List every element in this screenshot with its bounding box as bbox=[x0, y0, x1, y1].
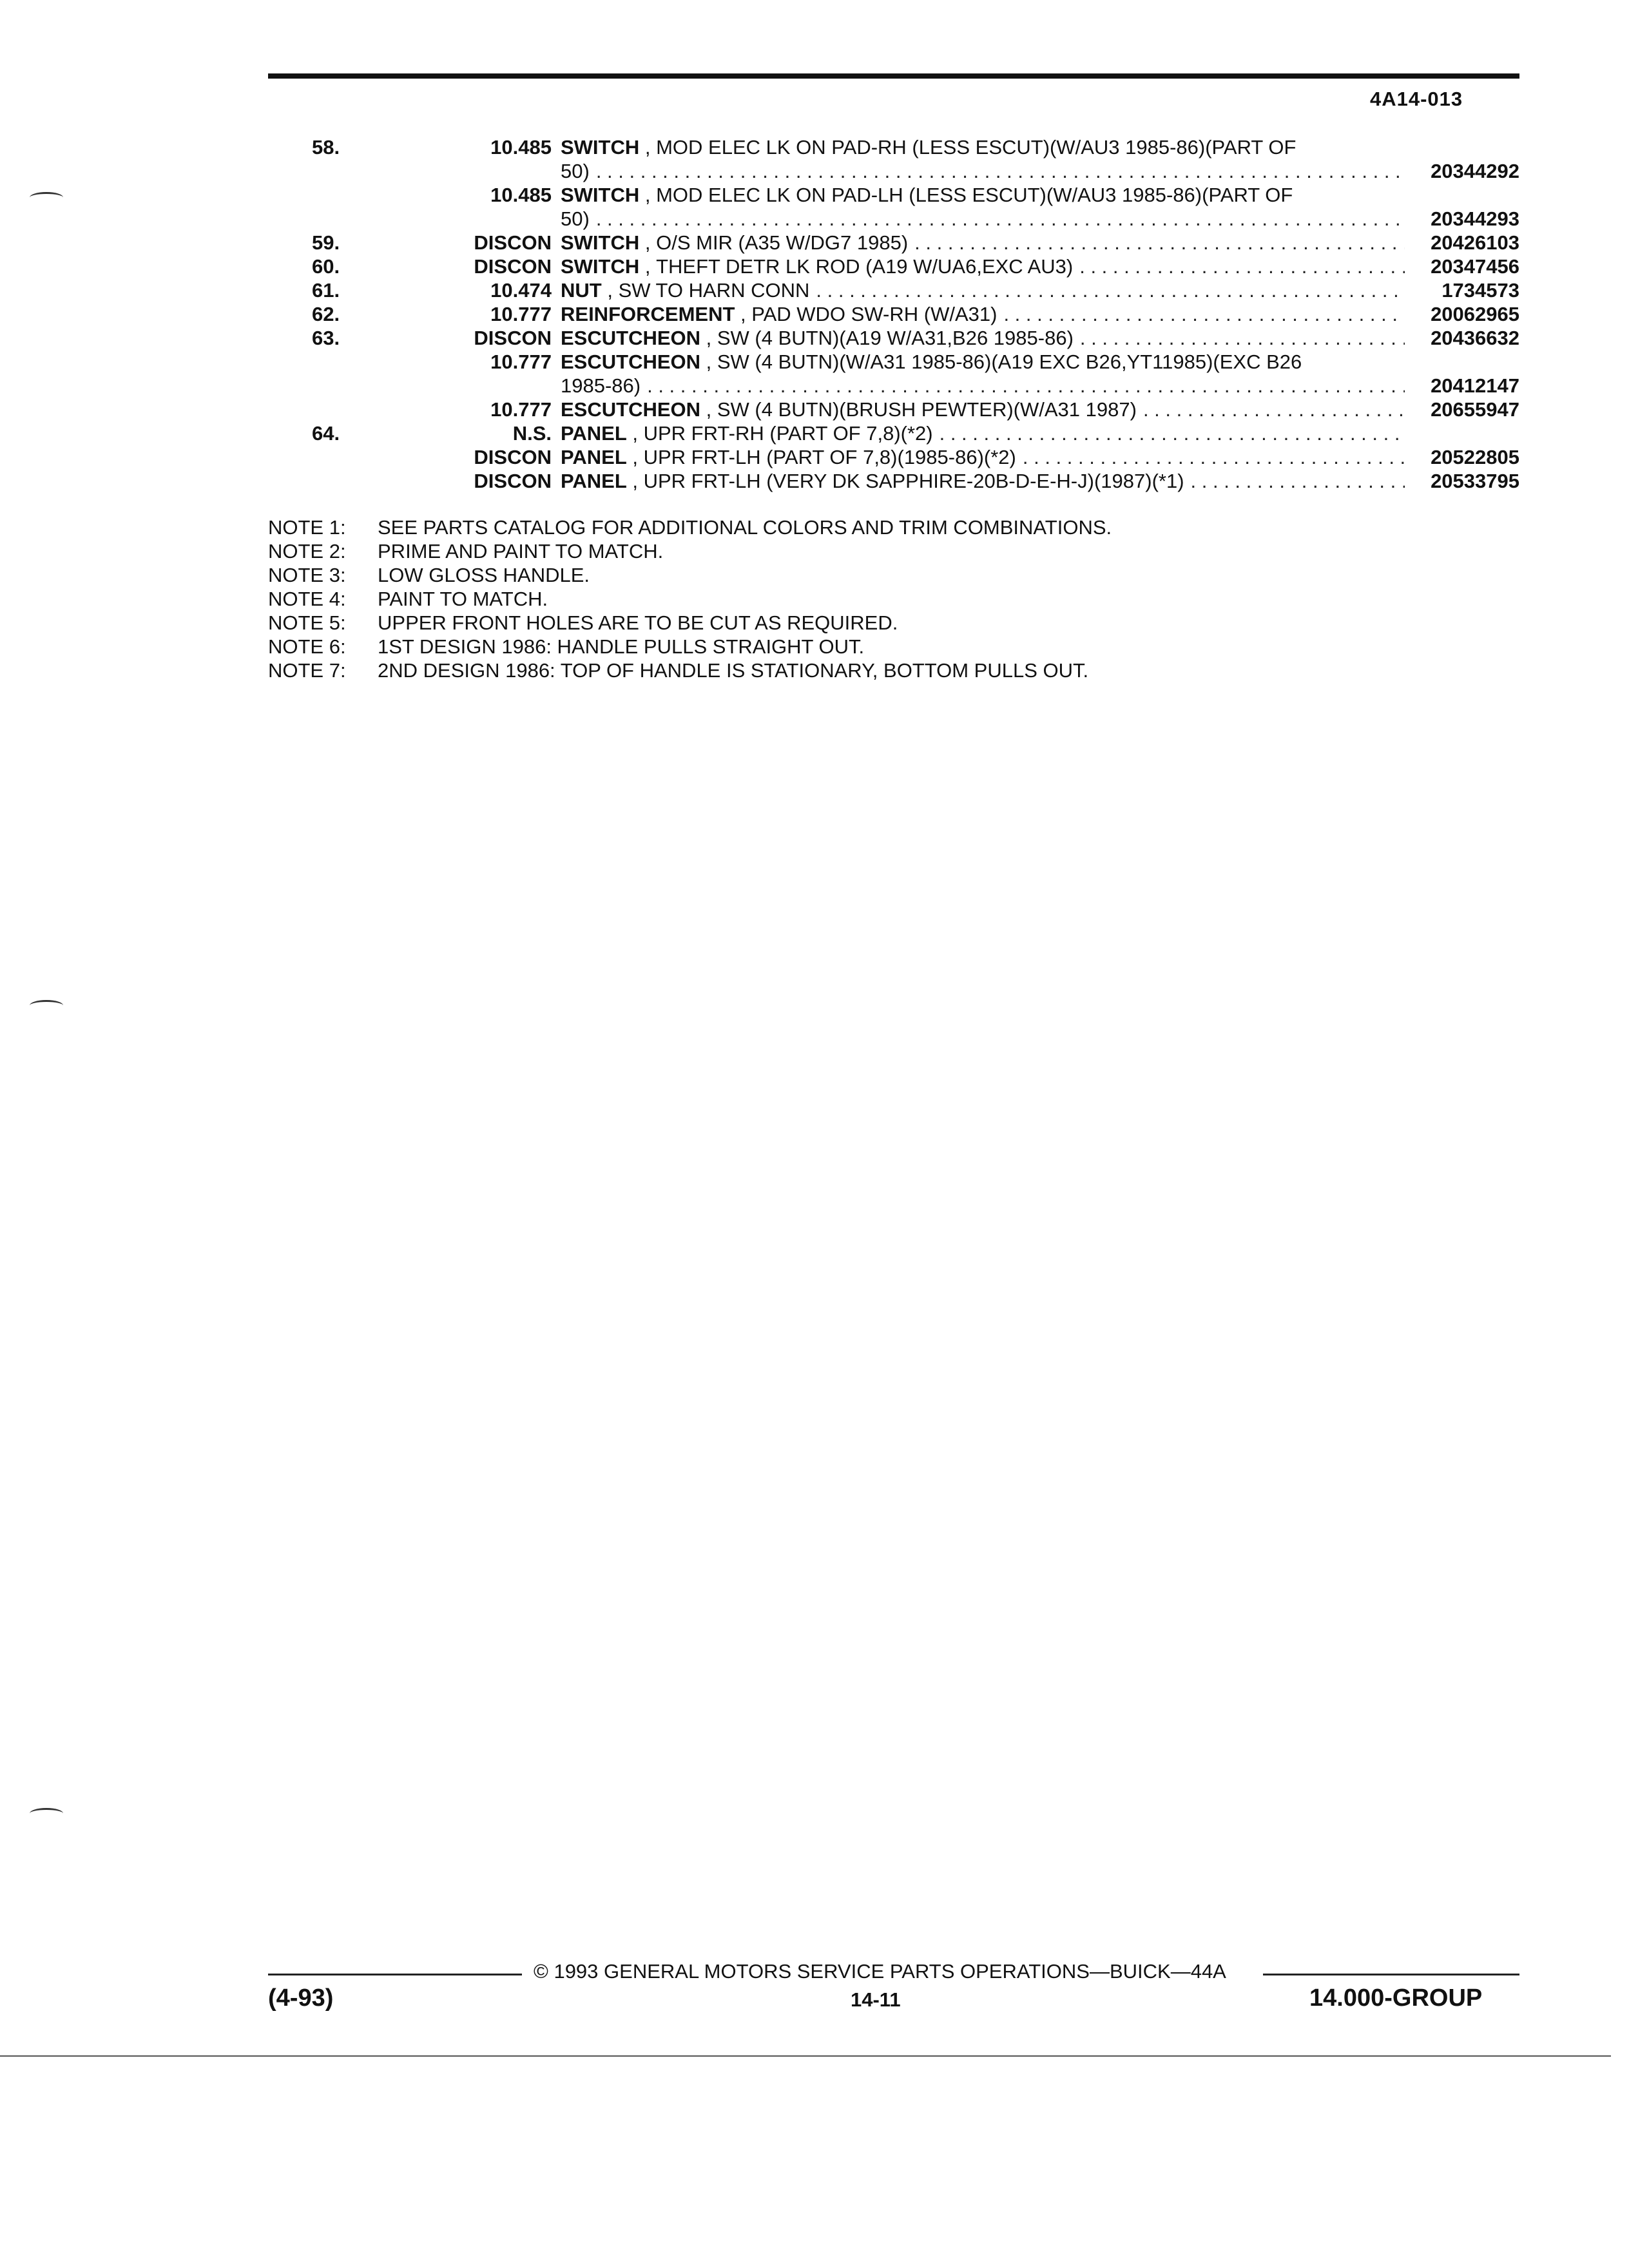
description-line bbox=[561, 445, 1519, 469]
part-description bbox=[561, 302, 1519, 326]
part-row bbox=[268, 183, 1519, 231]
description-text: UPR FRT-LH (PART OF 7,8)(1985-86)(*2) bbox=[643, 446, 1016, 468]
description-text: O/S MIR (A35 W/DG7 1985) bbox=[656, 231, 909, 254]
part-description bbox=[561, 350, 1519, 398]
part-row bbox=[268, 445, 1519, 469]
note-label: NOTE 2: bbox=[268, 540, 346, 562]
description-text: SW (4 BUTN)(A19 W/A31,B26 1985-86) bbox=[717, 327, 1074, 349]
group-code: 10.777 bbox=[490, 398, 552, 421]
note-item bbox=[268, 539, 1112, 563]
description-text: PAD WDO SW-RH (W/A31) bbox=[751, 303, 998, 325]
description-line bbox=[561, 207, 1519, 231]
description-text: SW (4 BUTN)(BRUSH PEWTER)(W/A31 1987) bbox=[717, 398, 1137, 421]
copyright-line: © 1993 GENERAL MOTORS SERVICE PARTS OPERATIONS—BUICK—44A bbox=[534, 1960, 1226, 1983]
ref-number: 59. bbox=[312, 231, 340, 254]
part-name: NUT bbox=[561, 279, 602, 302]
group-code: 10.485 bbox=[490, 184, 552, 206]
note-text: 2ND DESIGN 1986: TOP OF HANDLE IS STATIONARY, BOTTOM PULLS OUT. bbox=[378, 659, 1089, 682]
name-separator: , bbox=[639, 231, 657, 254]
revision-date: (4-93) bbox=[268, 1984, 334, 2012]
name-separator: , bbox=[626, 446, 644, 468]
dot-leader bbox=[647, 374, 1405, 398]
dot-leader bbox=[1023, 445, 1405, 469]
description-text: SW TO HARN CONN bbox=[618, 279, 810, 302]
part-name: SWITCH bbox=[561, 184, 640, 206]
description-line bbox=[561, 421, 1519, 445]
description-text: MOD ELEC LK ON PAD-RH (LESS ESCUT)(W/AU3 1985-86)(PART OF bbox=[656, 136, 1296, 159]
dot-leader bbox=[1079, 255, 1405, 278]
note-item bbox=[268, 635, 1112, 658]
dot-leader bbox=[596, 159, 1405, 183]
part-row bbox=[268, 135, 1519, 183]
page-bottom-line bbox=[0, 2055, 1611, 2057]
part-row bbox=[268, 398, 1519, 421]
part-number: 20062965 bbox=[1431, 303, 1519, 325]
note-label: NOTE 3: bbox=[268, 564, 346, 586]
description-text: 1985-86) bbox=[561, 374, 641, 397]
note-label: NOTE 7: bbox=[268, 659, 346, 682]
note-item bbox=[268, 563, 1112, 587]
part-description bbox=[561, 469, 1519, 493]
part-name: ESCUTCHEON bbox=[561, 327, 701, 349]
description-line bbox=[561, 278, 1519, 302]
note-label: NOTE 5: bbox=[268, 611, 346, 634]
description-text: UPR FRT-RH (PART OF 7,8)(*2) bbox=[643, 422, 933, 445]
note-text: SEE PARTS CATALOG FOR ADDITIONAL COLORS AND TRIM COMBINATIONS. bbox=[378, 516, 1112, 539]
binder-mark bbox=[30, 1000, 63, 1011]
ref-number: 62. bbox=[312, 303, 340, 325]
part-number: 20533795 bbox=[1431, 470, 1519, 492]
group-label: 14.000-GROUP bbox=[1309, 1984, 1483, 2012]
group-code: DISCON bbox=[474, 470, 552, 492]
note-item bbox=[268, 587, 1112, 611]
part-number: 20344292 bbox=[1431, 160, 1519, 182]
part-description bbox=[561, 421, 1519, 445]
binder-mark bbox=[30, 1808, 63, 1819]
group-code: 10.485 bbox=[490, 136, 552, 159]
part-number: 20655947 bbox=[1431, 398, 1519, 421]
note-text: 1ST DESIGN 1986: HANDLE PULLS STRAIGHT OUT. bbox=[378, 635, 865, 658]
part-name: SWITCH bbox=[561, 231, 640, 254]
group-code: DISCON bbox=[474, 446, 552, 468]
name-separator: , bbox=[639, 255, 657, 278]
description-line bbox=[561, 350, 1519, 374]
catalog-code: 4A14-013 bbox=[1370, 88, 1463, 110]
part-row bbox=[268, 326, 1519, 350]
part-row bbox=[268, 350, 1519, 398]
dot-leader bbox=[596, 207, 1405, 231]
description-text: 50) bbox=[561, 207, 590, 230]
description-text: UPR FRT-LH (VERY DK SAPPHIRE-20B-D-E-H-J)(1987)(*1) bbox=[643, 470, 1184, 492]
part-number: 20412147 bbox=[1431, 374, 1519, 397]
dot-leader bbox=[1143, 398, 1405, 421]
description-text: 50) bbox=[561, 160, 590, 182]
description-line bbox=[561, 302, 1519, 326]
note-text: LOW GLOSS HANDLE. bbox=[378, 564, 590, 586]
description-text: SW (4 BUTN)(W/A31 1985-86)(A19 EXC B26,YT11985)(EXC B26 bbox=[717, 351, 1302, 373]
part-name: ESCUTCHEON bbox=[561, 398, 701, 421]
part-row bbox=[268, 255, 1519, 278]
part-number: 20436632 bbox=[1431, 327, 1519, 349]
note-text: UPPER FRONT HOLES ARE TO BE CUT AS REQUIRED. bbox=[378, 611, 898, 634]
dot-leader bbox=[940, 421, 1405, 445]
description-line bbox=[561, 374, 1519, 398]
description-text: MOD ELEC LK ON PAD-LH (LESS ESCUT)(W/AU3 1985-86)(PART OF bbox=[656, 184, 1293, 206]
dot-leader bbox=[1191, 469, 1405, 493]
ref-number: 60. bbox=[312, 255, 340, 278]
part-number: 20347456 bbox=[1431, 255, 1519, 278]
header-rule bbox=[268, 73, 1519, 79]
note-label: NOTE 6: bbox=[268, 635, 346, 658]
part-description bbox=[561, 183, 1519, 231]
group-code: DISCON bbox=[474, 255, 552, 278]
description-line bbox=[561, 469, 1519, 493]
part-name: PANEL bbox=[561, 422, 627, 445]
name-separator: , bbox=[700, 351, 717, 373]
footer-rule-left bbox=[268, 1974, 522, 1975]
part-description bbox=[561, 231, 1519, 255]
group-code: N.S. bbox=[512, 422, 552, 445]
ref-number: 61. bbox=[312, 279, 340, 302]
dot-leader bbox=[1003, 302, 1405, 326]
part-number: 20426103 bbox=[1431, 231, 1519, 254]
part-number: 1734573 bbox=[1441, 279, 1519, 302]
part-row bbox=[268, 469, 1519, 493]
group-code: 10.777 bbox=[490, 351, 552, 373]
note-item bbox=[268, 515, 1112, 539]
ref-number: 64. bbox=[312, 422, 340, 445]
name-separator: , bbox=[626, 470, 644, 492]
description-line bbox=[561, 398, 1519, 421]
group-code: 10.474 bbox=[490, 279, 552, 302]
part-description bbox=[561, 398, 1519, 421]
part-description bbox=[561, 278, 1519, 302]
ref-number: 58. bbox=[312, 136, 340, 159]
dot-leader bbox=[914, 231, 1405, 255]
description-line bbox=[561, 159, 1519, 183]
note-text: PAINT TO MATCH. bbox=[378, 588, 548, 610]
part-row bbox=[268, 278, 1519, 302]
group-code: 10.777 bbox=[490, 303, 552, 325]
description-line bbox=[561, 231, 1519, 255]
description-text: THEFT DETR LK ROD (A19 W/UA6,EXC AU3) bbox=[656, 255, 1074, 278]
note-label: NOTE 1: bbox=[268, 516, 346, 539]
part-name: SWITCH bbox=[561, 136, 640, 159]
part-description bbox=[561, 135, 1519, 183]
note-item bbox=[268, 611, 1112, 635]
name-separator: , bbox=[735, 303, 752, 325]
part-name: ESCUTCHEON bbox=[561, 351, 701, 373]
ref-number: 63. bbox=[312, 327, 340, 349]
dot-leader bbox=[816, 278, 1405, 302]
part-name: SWITCH bbox=[561, 255, 640, 278]
dot-leader bbox=[1080, 326, 1405, 350]
group-code: DISCON bbox=[474, 231, 552, 254]
name-separator: , bbox=[639, 184, 657, 206]
name-separator: , bbox=[639, 136, 657, 159]
part-row bbox=[268, 421, 1519, 445]
page-number: 14-11 bbox=[851, 1988, 901, 2011]
note-label: NOTE 4: bbox=[268, 588, 346, 610]
description-line bbox=[561, 183, 1519, 207]
note-item bbox=[268, 658, 1112, 682]
parts-list bbox=[268, 135, 1519, 493]
part-number: 20344293 bbox=[1431, 207, 1519, 230]
part-number: 20522805 bbox=[1431, 446, 1519, 468]
binder-mark bbox=[30, 192, 63, 203]
name-separator: , bbox=[626, 422, 644, 445]
part-name: PANEL bbox=[561, 470, 627, 492]
group-code: DISCON bbox=[474, 327, 552, 349]
note-text: PRIME AND PAINT TO MATCH. bbox=[378, 540, 664, 562]
part-row bbox=[268, 231, 1519, 255]
part-description bbox=[561, 326, 1519, 350]
notes-list bbox=[268, 515, 1112, 682]
name-separator: , bbox=[700, 398, 717, 421]
description-line bbox=[561, 255, 1519, 278]
description-line bbox=[561, 326, 1519, 350]
part-name: PANEL bbox=[561, 446, 627, 468]
part-description bbox=[561, 255, 1519, 278]
part-row bbox=[268, 302, 1519, 326]
name-separator: , bbox=[601, 279, 619, 302]
description-line bbox=[561, 135, 1519, 159]
part-name: REINFORCEMENT bbox=[561, 303, 735, 325]
name-separator: , bbox=[700, 327, 717, 349]
part-description bbox=[561, 445, 1519, 469]
footer-rule-right bbox=[1263, 1974, 1519, 1975]
